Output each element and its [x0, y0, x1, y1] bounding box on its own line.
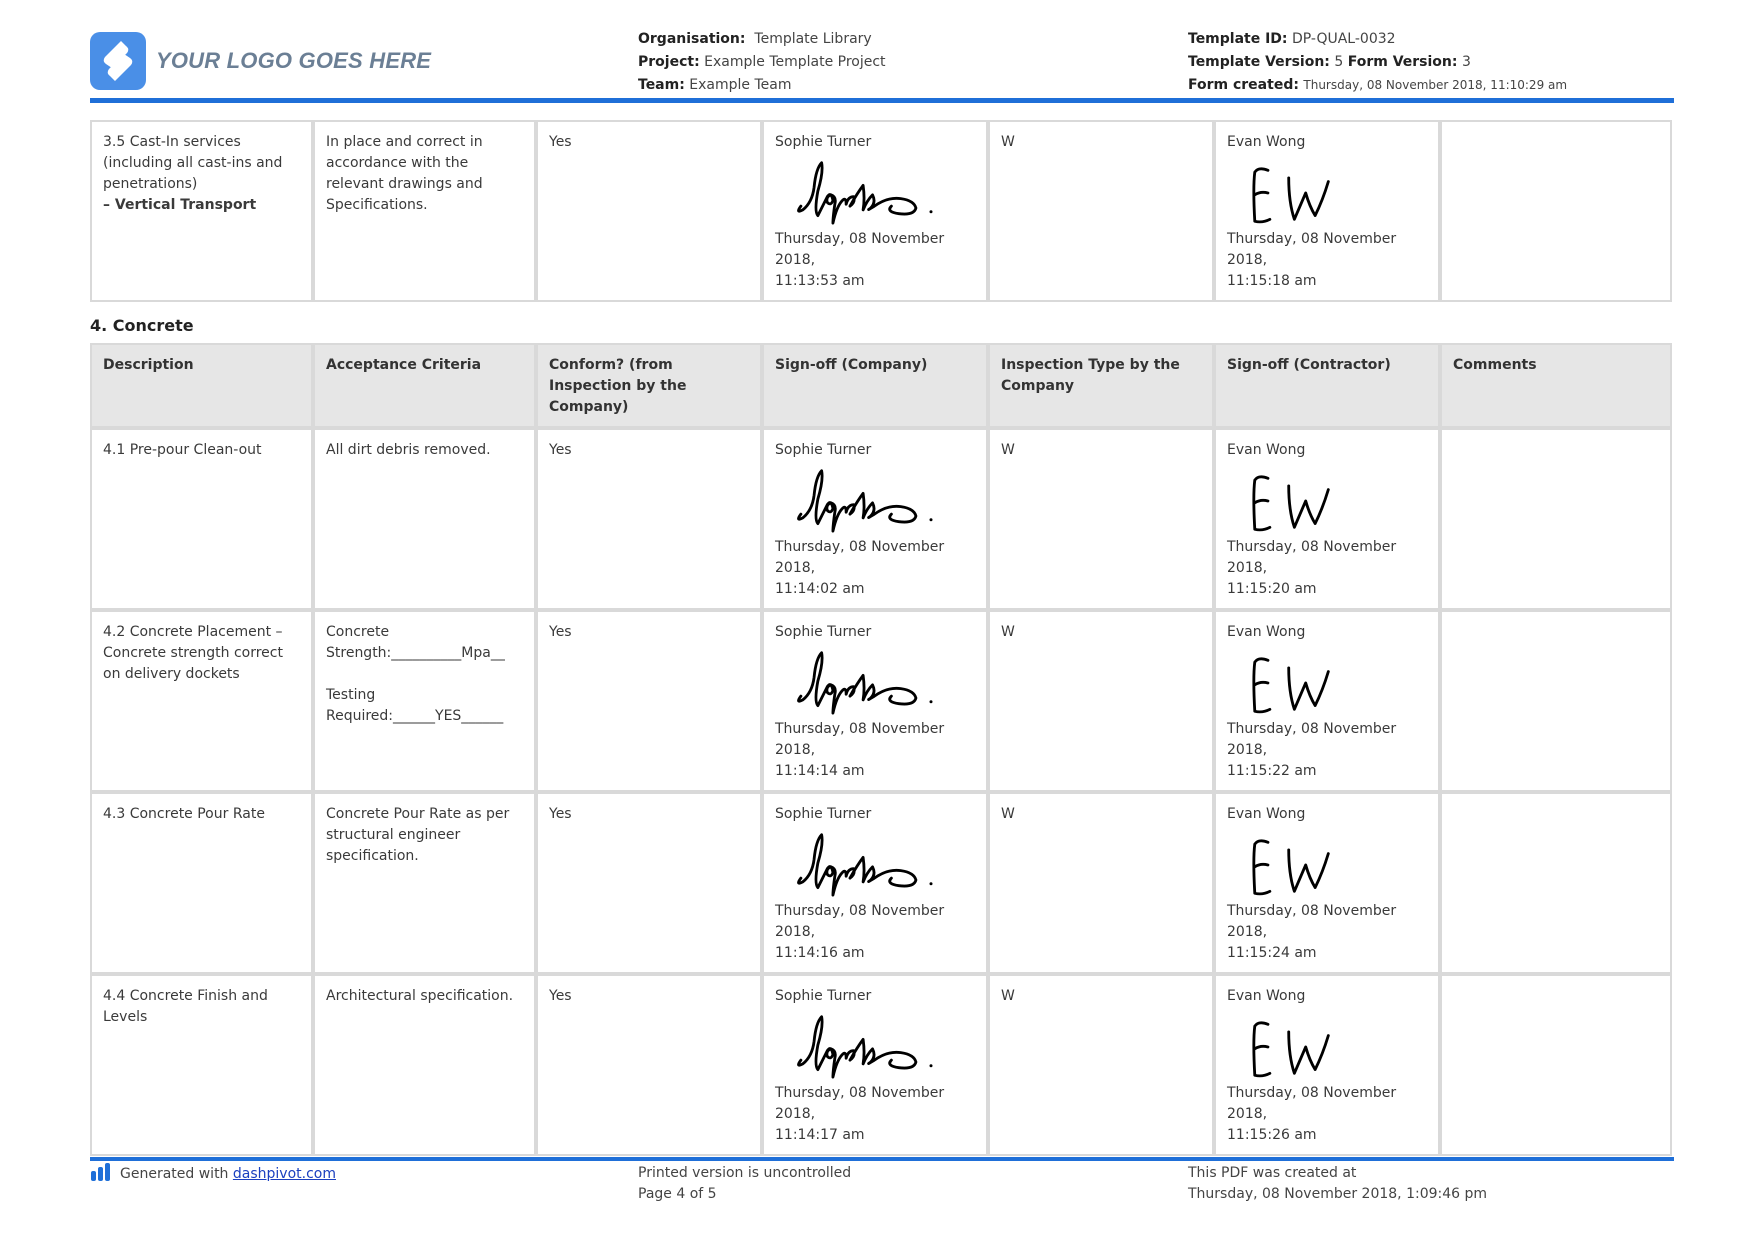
conform-cell: Yes — [536, 792, 762, 974]
footer-pdf-info — [1188, 1163, 1487, 1205]
inspection-type-cell: W — [988, 974, 1214, 1156]
signature-image — [1237, 649, 1397, 715]
signoff-time: 11:15:24 am — [1227, 945, 1317, 961]
signoff-date: Thursday, 08 November 2018, — [1227, 1085, 1397, 1122]
company-signoff-cell — [762, 120, 988, 302]
signoff-date: Thursday, 08 November 2018, — [1227, 539, 1397, 576]
conform-cell: Yes — [536, 428, 762, 610]
criteria-text: Concrete Strength:__________Mpa__ — [326, 624, 505, 661]
description-cell: 4.2 Concrete Placement – Concrete strength correct on delivery dockets — [90, 610, 313, 792]
template-version-value: 5 — [1334, 54, 1344, 70]
section-title: 4. Concrete — [90, 316, 194, 335]
criteria-text: Testing Required:______YES______ — [326, 687, 504, 724]
contractor-signoff-cell — [1214, 792, 1440, 974]
signer-name: Evan Wong — [1227, 624, 1306, 640]
form-version-label: Form Version: — [1347, 54, 1458, 70]
signoff-date: Thursday, 08 November 2018, — [1227, 721, 1397, 758]
inspection-type-cell: W — [988, 792, 1214, 974]
criteria-cell — [313, 428, 536, 610]
signoff-date: Thursday, 08 November 2018, — [775, 903, 945, 940]
signoff-date: Thursday, 08 November 2018, — [775, 539, 945, 576]
dashpivot-link[interactable]: dashpivot.com — [232, 1166, 336, 1182]
template-id-value: DP-QUAL-0032 — [1291, 31, 1396, 47]
criteria-text: All dirt debris removed. — [326, 442, 491, 458]
project-value: Example Template Project — [704, 54, 886, 70]
inspection-type-cell: W — [988, 120, 1214, 302]
signature-image — [785, 467, 945, 533]
header-project-info — [638, 28, 886, 97]
column-header-contractor-signoff: Sign-off (Contractor) — [1214, 343, 1440, 428]
signoff-time: 11:13:53 am — [775, 273, 865, 289]
signer-name: Sophie Turner — [775, 624, 872, 640]
signoff-date: Thursday, 08 November 2018, — [775, 721, 945, 758]
signature-image — [785, 831, 945, 897]
description-text: 3.5 Cast-In services (including all cast-ins and penetrations) — [103, 134, 283, 192]
contractor-signoff-cell — [1214, 428, 1440, 610]
pdf-created-label: This PDF was created at — [1188, 1165, 1357, 1181]
signoff-date: Thursday, 08 November 2018, — [1227, 903, 1397, 940]
criteria-cell — [313, 792, 536, 974]
description-cell: 4.3 Concrete Pour Rate — [90, 792, 313, 974]
column-header-criteria: Acceptance Criteria — [313, 343, 536, 428]
description-cell: 4.4 Concrete Finish and Levels — [90, 974, 313, 1156]
form-created-label: Form created: — [1188, 77, 1299, 93]
description-cell: 4.1 Pre-pour Clean-out — [90, 428, 313, 610]
column-header-inspection-type: Inspection Type by the Company — [988, 343, 1214, 428]
uncontrolled-notice: Printed version is uncontrolled — [638, 1165, 852, 1181]
project-label: Project: — [638, 54, 700, 70]
signoff-time: 11:14:14 am — [775, 763, 865, 779]
comments-cell — [1440, 792, 1672, 974]
signer-name: Evan Wong — [1227, 134, 1306, 150]
organisation-label: Organisation: — [638, 31, 746, 47]
company-signoff-cell — [762, 974, 988, 1156]
pdf-created-value: Thursday, 08 November 2018, 1:09:46 pm — [1188, 1186, 1488, 1202]
contractor-signoff-cell — [1214, 610, 1440, 792]
signature-image — [1237, 159, 1397, 225]
signer-name: Evan Wong — [1227, 988, 1306, 1004]
signature-image — [1237, 1013, 1397, 1079]
description-bold-text: – Vertical Transport — [103, 197, 257, 213]
company-signoff-cell — [762, 428, 988, 610]
team-value: Example Team — [689, 77, 792, 93]
table-header-row — [90, 343, 1672, 428]
logo-mark-icon — [90, 32, 146, 90]
comments-cell — [1440, 428, 1672, 610]
signoff-date: Thursday, 08 November 2018, — [775, 1085, 945, 1122]
contractor-signoff-cell — [1214, 974, 1440, 1156]
signoff-date: Thursday, 08 November 2018, — [775, 231, 945, 268]
footer-generated — [90, 1163, 336, 1188]
criteria-text: Concrete Pour Rate as per structural engineer specification. — [326, 806, 510, 864]
table-row — [90, 428, 1672, 610]
conform-cell: Yes — [536, 120, 762, 302]
comments-cell — [1440, 610, 1672, 792]
footer-print-info — [638, 1163, 851, 1205]
signoff-time: 11:15:26 am — [1227, 1127, 1317, 1143]
header-template-info — [1188, 28, 1567, 97]
signature-image — [1237, 467, 1397, 533]
company-signoff-cell — [762, 792, 988, 974]
conform-cell: Yes — [536, 974, 762, 1156]
page-number: Page 4 of 5 — [638, 1186, 717, 1202]
template-id-label: Template ID: — [1188, 31, 1288, 47]
company-signoff-cell — [762, 610, 988, 792]
conform-cell: Yes — [536, 610, 762, 792]
column-header-conform: Conform? (from Inspection by the Company) — [536, 343, 762, 428]
inspection-type-cell: W — [988, 428, 1214, 610]
signer-name: Sophie Turner — [775, 988, 872, 1004]
criteria-text: Architectural specification. — [326, 988, 514, 1004]
signature-image — [785, 159, 945, 225]
logo-text: YOUR LOGO GOES HERE — [156, 48, 432, 73]
signoff-time: 11:15:20 am — [1227, 581, 1317, 597]
table-row — [90, 792, 1672, 974]
signature-image — [785, 649, 945, 715]
description-cell — [90, 120, 313, 302]
signature-image — [785, 1013, 945, 1079]
form-version-value: 3 — [1461, 54, 1471, 70]
signer-name: Evan Wong — [1227, 806, 1306, 822]
signer-name: Sophie Turner — [775, 134, 872, 150]
signature-image — [1237, 831, 1397, 897]
column-header-company-signoff: Sign-off (Company) — [762, 343, 988, 428]
table-row — [90, 974, 1672, 1156]
signer-name: Sophie Turner — [775, 806, 872, 822]
comments-cell — [1440, 120, 1672, 302]
signoff-time: 11:15:22 am — [1227, 763, 1317, 779]
criteria-cell — [313, 610, 536, 792]
contractor-signoff-cell — [1214, 120, 1440, 302]
logo — [90, 32, 431, 90]
criteria-cell — [313, 974, 536, 1156]
page-header — [90, 28, 1672, 98]
header-divider — [90, 98, 1674, 103]
form-created-value: Thursday, 08 November 2018, 11:10:29 am — [1303, 78, 1568, 92]
section4-table — [90, 343, 1672, 1156]
organisation-value: Template Library — [754, 31, 872, 47]
signer-name: Sophie Turner — [775, 442, 872, 458]
signoff-date: Thursday, 08 November 2018, — [1227, 231, 1397, 268]
dashpivot-icon — [90, 1163, 112, 1188]
generated-prefix: Generated with — [120, 1166, 229, 1182]
inspection-type-cell: W — [988, 610, 1214, 792]
criteria-cell: In place and correct in accordance with the relevant drawings and Specifications. — [313, 120, 536, 302]
footer-divider — [90, 1157, 1674, 1161]
template-version-label: Template Version: — [1188, 54, 1330, 70]
table-row — [90, 610, 1672, 792]
column-header-description: Description — [90, 343, 313, 428]
comments-cell — [1440, 974, 1672, 1156]
signoff-time: 11:14:17 am — [775, 1127, 865, 1143]
section3-continued-table — [90, 120, 1672, 302]
signoff-time: 11:14:16 am — [775, 945, 865, 961]
signoff-time: 11:15:18 am — [1227, 273, 1317, 289]
signoff-time: 11:14:02 am — [775, 581, 865, 597]
table-row — [90, 120, 1672, 302]
team-label: Team: — [638, 77, 685, 93]
signer-name: Evan Wong — [1227, 442, 1306, 458]
column-header-comments: Comments — [1440, 343, 1672, 428]
